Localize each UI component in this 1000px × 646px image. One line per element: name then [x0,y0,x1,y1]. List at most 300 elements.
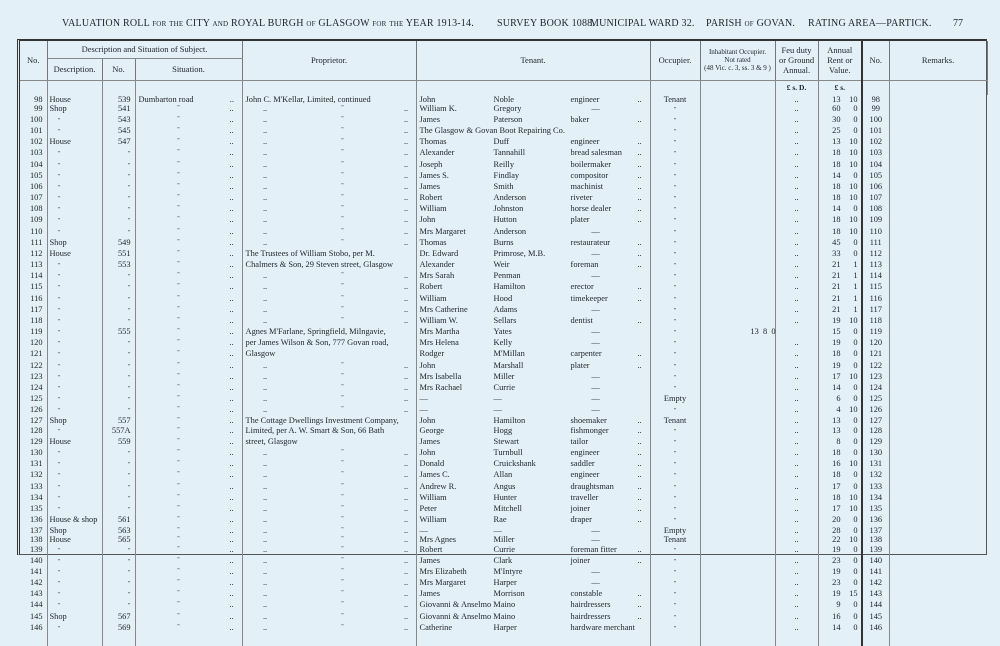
description-text: Shop [49,103,67,113]
description [47,470,102,481]
leader-dots: .. [229,181,234,191]
proprietor [242,338,416,349]
tenant [416,361,650,372]
tenant [416,249,650,260]
situation [135,361,242,372]
leader-dots: .. [229,492,234,502]
table-row [20,238,987,249]
remarks [889,338,987,349]
street-number [102,204,135,215]
annual-rent [818,515,862,526]
leader-dots: .. [403,622,409,632]
tenant-first-name: Mrs Margaret [419,578,466,588]
leader-dots: .. [637,204,642,214]
rent-shillings: 0 [853,237,858,247]
remarks [889,361,987,372]
occupier [650,426,700,437]
street-number-text: " [128,581,131,588]
leader-dots: .. [262,622,268,632]
street-number-text: 541 [117,103,131,113]
street-number [102,361,135,372]
leader-dots: .. [403,481,409,491]
description [47,589,102,600]
feu-duty: .. [775,567,818,578]
tenant-occupation: engineer [570,94,600,104]
leader-dots: .. [229,470,234,480]
occupier-text: " [673,462,677,469]
street-number-text: " [128,274,131,281]
description-text: " [57,330,60,337]
leader-dots: .. [229,338,234,348]
tenant-occupation: engineer [570,448,600,457]
table-row [20,271,987,282]
col-group-description: Description and Situation of Subject. [47,41,242,58]
tenant-surname: Smith [493,181,514,191]
leader-dots: .. [229,436,234,446]
street-number [102,104,135,115]
street-number [102,148,135,159]
tenant-first-name: Giovanni & Anselmo Maino [419,600,516,610]
rent-pounds: 21 [832,282,841,292]
tenant-surname [494,126,571,135]
remarks [889,567,987,578]
tenant-surname: Currie [493,382,515,392]
annual-rent [818,383,862,394]
situation [135,238,242,249]
leader-dots: .. [637,315,642,325]
table-row [20,416,987,425]
tenant-first-name: Mrs Isabella [419,371,462,381]
remarks [889,148,987,159]
rent-pounds: 19 [832,338,841,348]
description [47,535,102,544]
tenant-occupation: fishmonger [570,425,609,435]
situation [135,148,242,159]
proprietor [242,448,416,459]
leader-dots: .. [262,293,268,303]
tenant-occupation: foreman fitter [570,544,617,554]
situation [135,115,242,126]
proprietor-text: Glasgow [245,349,276,359]
street-number-text: 561 [117,515,131,525]
description [47,294,102,305]
street-number-text: " [128,151,131,158]
leader-dots: .. [229,589,234,599]
leader-dots: .. [262,204,268,214]
tenant-occupation: joiner [570,555,591,565]
street-number [102,482,135,493]
rent-shillings: 0 [853,204,858,214]
street-number [102,316,135,327]
annual-rent [818,437,862,448]
description-text: House [49,436,71,446]
situation-text: " [177,205,180,212]
tenant-first-name: Mrs Helena [419,338,459,348]
occupier-text: " [673,506,677,513]
proprietor-ditto: " [341,516,344,523]
street-number [102,338,135,349]
leader-dots: .. [229,515,234,525]
rent-pounds: 18 [832,193,841,203]
leader-dots: .. [229,459,234,469]
tenant-occupation: shoemaker [570,416,607,426]
tenant [416,126,650,137]
situation [135,545,242,556]
situation [135,416,242,425]
proprietor-ditto: " [341,612,344,619]
situation-text: " [177,305,180,312]
table-row [20,260,987,271]
table-row [20,193,987,204]
tenant-surname: Hogg [493,425,513,435]
street-number [102,249,135,260]
leader-dots: .. [262,470,268,480]
row-number: 127 [20,416,47,425]
description-text: Shop [49,237,67,247]
remarks [889,459,987,470]
rent-shillings: 10 [849,181,858,191]
annual-rent [818,115,862,126]
occupier [650,160,700,171]
tenant-occupation: — [591,526,600,536]
rent-line-2: Rent or [827,55,853,66]
description-text: " [57,162,60,169]
rent-shillings: 1 [853,271,858,281]
table-row [20,126,987,137]
table-row [20,327,987,338]
occupier-text: " [673,218,677,225]
proprietor-ditto: " [341,623,344,630]
row-number: 109 [20,215,47,226]
leader-dots: .. [229,126,234,136]
situation-text: " [177,383,180,390]
row-number-right: 125 [862,394,889,405]
inhabitant-occupier [700,482,775,493]
leader-dots: .. [262,555,268,565]
proprietor [242,589,416,600]
remarks [889,294,987,305]
row-number: 119 [20,327,47,338]
rent-pounds: 23 [832,555,841,565]
proprietor [242,104,416,115]
description [47,448,102,459]
proprietor [242,204,416,215]
remarks [889,448,987,459]
occupier-text: " [673,408,677,415]
occupier-text: " [673,352,677,359]
description [47,416,102,425]
feu-duty: .. [775,104,818,115]
tenant [416,589,650,600]
occupier [650,260,700,271]
description [47,349,102,360]
inhabitant-occupier [700,238,775,249]
leader-dots: .. [403,555,409,565]
inhabitant-occupier [700,126,775,137]
situation-text: " [177,115,180,122]
tenant [416,171,650,182]
situation [135,104,242,115]
description [47,426,102,437]
row-number-right: 128 [862,426,889,437]
situation [135,249,242,260]
table-row [20,567,987,578]
annual-rent [818,349,862,360]
tenant-occupation: — [591,226,600,236]
feu-duty: .. [775,556,818,567]
leader-dots: .. [403,181,409,191]
row-number-right: 111 [862,238,889,249]
feu-duty: .. [775,578,818,589]
leader-dots: .. [229,226,234,236]
leader-dots: .. [229,611,234,621]
tenant [416,437,650,448]
table-row [20,361,987,372]
leader-dots: .. [403,226,409,236]
proprietor [242,504,416,515]
rent-pounds: 25 [832,126,841,136]
leader-dots: .. [229,293,234,303]
leader-dots: .. [229,394,234,404]
occupier [650,612,700,623]
proprietor-ditto: " [341,590,344,597]
occupier [650,204,700,215]
situation-text: " [177,283,180,290]
tenant-occupation: joiner [570,503,591,513]
tenant-surname: Hamilton [493,416,526,426]
tenant [416,160,650,171]
feu-duty: .. [775,316,818,327]
row-number: 110 [20,227,47,238]
tenant-first-name: John [419,215,436,225]
proprietor [242,271,416,282]
description-text: " [57,318,60,325]
street-number-text: " [128,173,131,180]
occupier-text: " [673,451,677,457]
feu-line-1: Feu duty [781,45,812,56]
leader-dots: .. [262,170,268,180]
inhabitant-occupier [700,405,775,416]
situation-text: " [177,182,180,189]
occupier [650,95,700,104]
situation-text: " [177,149,180,156]
description-text: " [57,374,60,381]
feu-duty: .. [775,361,818,372]
street-number [102,535,135,544]
proprietor-ditto: " [341,471,344,478]
row-number: 146 [20,623,47,634]
proprietor [242,282,416,293]
description-text: " [57,495,60,502]
inhabitant-occupier [700,394,775,405]
inhabitant-line-3: (48 Vic. c. 3, ss. 3 & 9 ) [704,64,771,73]
proprietor-text: street, Glasgow [245,436,298,446]
rent-pounds: 20 [832,515,841,525]
situation-text: " [177,261,180,268]
inhabitant-occupier [700,95,775,104]
tenant-surname [494,612,571,621]
tenant-first-name: William [419,515,447,525]
feu-duty: 13 8 0 [735,327,778,338]
rent-pounds: 17 [832,481,841,491]
proprietor-ditto: " [341,138,344,145]
tenant-occupation: traveller [570,492,599,502]
street-number-text: " [128,558,131,565]
remarks [889,249,987,260]
occupier-text: " [673,207,677,214]
proprietor [242,383,416,394]
occupier [650,459,700,470]
tenant-surname: M'Millan [493,349,525,359]
leader-dots: .. [637,492,642,502]
description-text: " [57,625,60,632]
occupier [650,282,700,293]
rent-shillings: 0 [853,416,858,426]
occupier [650,589,700,600]
inhabitant-occupier [700,193,775,204]
occupier [650,361,700,372]
situation-text: " [177,612,180,619]
leader-dots: .. [229,204,234,214]
annual-rent [818,623,862,634]
rent-pounds: 8 [836,436,841,446]
leader-dots: .. [262,405,268,415]
annual-rent [818,148,862,159]
situation-text: " [177,504,180,511]
leader-dots: .. [229,215,234,225]
situation [135,271,242,282]
tenant-occupation: draughtsman [570,481,614,491]
feu-duty: .. [775,504,818,515]
leader-dots: .. [637,555,642,565]
tenant-first-name: James [419,589,440,599]
leader-dots: .. [229,170,234,180]
situation-text: " [177,238,180,245]
street-number [102,271,135,282]
annual-rent [818,260,862,271]
row-number-right: 139 [862,545,889,556]
tenant [416,416,650,425]
remarks [889,115,987,126]
row-number: 118 [20,316,47,327]
annual-rent [818,612,862,623]
inhabitant-occupier [700,294,775,305]
feu-duty: .. [775,148,818,159]
occupier [650,316,700,327]
description [47,383,102,394]
tenant-occupation: foreman [570,260,599,270]
feu-duty: .. [775,238,818,249]
leader-dots: .. [403,526,409,536]
situation-text: " [177,579,180,586]
situation-text: " [177,395,180,402]
proprietor [242,260,416,271]
tenant [416,504,650,515]
table-row [20,448,987,459]
tenant-occupation: engineer [570,137,600,147]
feu-duty: .. [775,383,818,394]
tenant-surname: Mitchell [493,503,522,513]
leader-dots: .. [262,114,268,124]
description [47,504,102,515]
row-number: 129 [20,437,47,448]
occupier [650,405,700,416]
table-row [20,612,987,623]
description-text: " [57,473,60,480]
feu-line-2: or Ground [778,55,815,66]
street-number [102,126,135,137]
leader-dots: .. [262,148,268,158]
situation [135,327,242,338]
leader-dots: .. [262,103,268,113]
tenant-surname: Harper [493,578,517,588]
leader-dots: .. [403,170,409,180]
feu-duty: .. [775,126,818,137]
tenant [416,612,650,623]
annual-rent [818,137,862,148]
remarks [889,182,987,193]
tenant-occupation: — [591,578,600,588]
tenant-occupation: carpenter [570,349,602,359]
feu-duty: .. [775,612,818,623]
description-text: " [57,196,60,203]
occupier-text: " [673,439,677,446]
feu-duty: .. [775,215,818,226]
row-number: 130 [20,448,47,459]
tenant-surname: Anderson [493,193,527,203]
situation [135,448,242,459]
tenant-first-name: Rodger [419,349,445,359]
description [47,578,102,589]
annual-rent [818,504,862,515]
row-number-right: 140 [862,556,889,567]
leader-dots: .. [637,503,642,513]
description [47,567,102,578]
situation [135,282,242,293]
description-text: " [57,352,60,359]
tenant [416,526,650,535]
row-number-right: 141 [862,567,889,578]
tenant-surname: Anderson [493,226,527,236]
leader-dots: .. [403,304,409,314]
leader-dots: .. [262,271,268,281]
tenant-surname: Yates [493,327,512,337]
leader-dots: .. [637,282,642,292]
remarks [889,271,987,282]
feu-duty: .. [775,623,818,634]
leader-dots: .. [403,215,409,225]
street-number-text: " [128,218,131,225]
leader-dots: .. [637,470,642,480]
occupier-text: " [673,428,677,435]
leader-dots: .. [403,293,409,303]
occupier [650,470,700,481]
leader-dots: .. [262,360,268,370]
proprietor-ditto: " [341,460,344,467]
tenant-first-name: Mrs Catherine [419,304,468,314]
description [47,137,102,148]
row-number-right: 129 [862,437,889,448]
proprietor-ditto: " [341,579,344,586]
street-number-text: " [128,592,131,599]
leader-dots: .. [262,315,268,325]
row-number-right: 145 [862,612,889,623]
row-number: 126 [20,405,47,416]
proprietor-ditto: " [341,127,344,134]
inhabitant-occupier [700,437,775,448]
situation [135,623,242,634]
leader-dots: .. [403,193,409,203]
